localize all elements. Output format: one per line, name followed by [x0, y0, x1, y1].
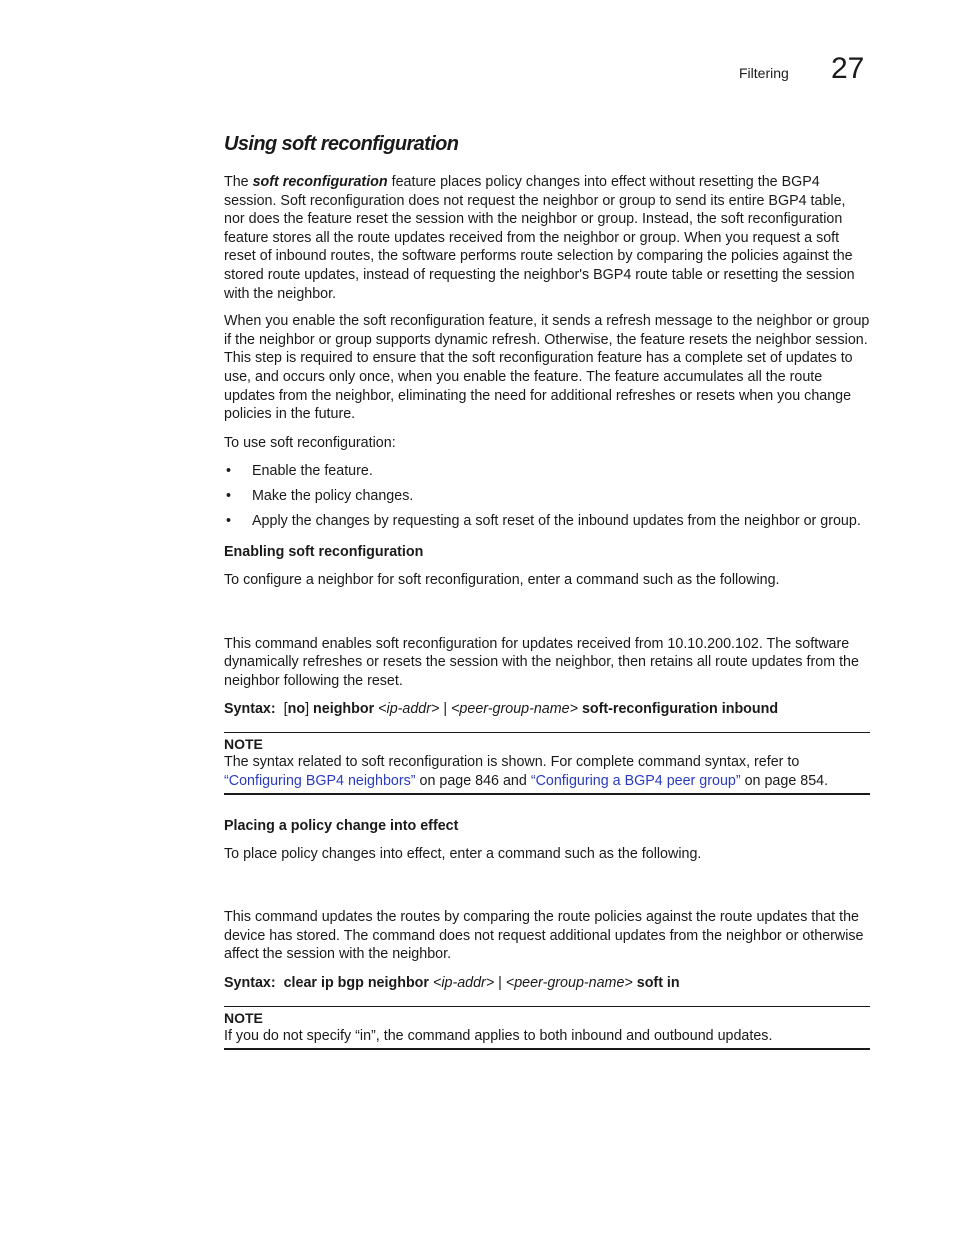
syntax-label: Syntax:	[224, 701, 276, 718]
intro-emphasis: soft reconfiguration	[252, 174, 388, 190]
steps-list	[224, 462, 870, 530]
link-configuring-bgp4-peer-group[interactable]: “Configuring a BGP4 peer group”	[530, 773, 741, 790]
note-text-post: on page 854.	[740, 773, 829, 790]
syntax-line-enable	[224, 700, 870, 718]
note-text-mid: on page 846 and	[415, 773, 531, 790]
syntax-label: Syntax:	[224, 975, 276, 992]
syntax-arg-group: <peer-group-name>	[505, 975, 633, 992]
note-text-pre: The syntax related to soft reconfiguration is shown. For complete command syntax, refer to	[224, 754, 800, 771]
note-box-clear	[224, 1006, 870, 1050]
paragraph-refresh: When you enable the soft reconfiguration feature, it sends a refresh message to the neighbor or group if the neighbor or group supports dynamic refresh. Otherwise, the feature resets the neighbor session. This step is required to ensure that the soft reconfiguration feature has a complete set of updates to use, and occurs only once, when you enable the feature. The feature accumulates all the route updates from the neighbor, eliminating the need for additional refreshes or resets when you change policies in the future.	[224, 313, 870, 423]
paragraph-steps-intro: To use soft reconfiguration:	[224, 434, 396, 451]
running-header-section: Filtering	[739, 65, 789, 81]
syntax-keyword-tail: soft-reconfiguration inbound	[581, 701, 779, 718]
list-item	[224, 462, 870, 481]
syntax-arg-ip: <ip-addr>	[432, 975, 495, 992]
bullet-icon: •	[226, 512, 232, 529]
syntax-separator: |	[498, 975, 502, 992]
link-configuring-bgp4-neighbors[interactable]: “Configuring BGP4 neighbors”	[224, 773, 416, 790]
paragraph-enable-desc: This command enables soft reconfiguration for updates received from 10.10.200.102. The software dynamically refreshes or resets the session with the neighbor, then retains all route updates from the neighbor following the reset.	[224, 635, 859, 689]
list-item-text: Enable the feature.	[252, 463, 373, 480]
subheading-placing: Placing a policy change into effect	[224, 817, 459, 834]
syntax-keyword-tail: soft in	[636, 975, 680, 992]
syntax-arg-ip: <ip-addr>	[378, 701, 440, 718]
note-label: NOTE	[224, 1010, 263, 1027]
note-text: If you do not specify “in”, the command applies to both inbound and outbound updates.	[224, 1028, 773, 1045]
intro-pre: The	[224, 174, 253, 190]
paragraph-enable-intro: To configure a neighbor for soft reconfiguration, enter a command such as the following.	[224, 572, 780, 589]
syntax-bracket-open: [	[283, 701, 288, 718]
note-box-enable	[224, 732, 870, 794]
syntax-bracket-close: ]	[305, 701, 310, 718]
syntax-arg-group: <peer-group-name>	[451, 701, 578, 718]
bullet-icon: •	[226, 463, 232, 480]
syntax-separator: |	[443, 701, 448, 718]
intro-paragraph	[224, 173, 870, 303]
list-item-text: Apply the changes by requesting a soft reset of the inbound updates from the neighbor or group.	[252, 512, 861, 529]
section-title: Using soft reconfiguration	[224, 133, 459, 155]
page-content	[224, 133, 870, 1072]
chapter-number: 27	[831, 52, 865, 85]
syntax-command: clear ip bgp neighbor	[283, 975, 429, 992]
note-label: NOTE	[224, 736, 263, 753]
list-item	[224, 487, 870, 506]
list-item	[224, 512, 870, 531]
intro-post: feature places policy changes into effect without resetting the BGP4 session. Soft reconfiguration does not request the neighbor or group to send its entire BGP4 table, nor does the feature reset the session with the neighbor or group. Instead, the soft reconfiguration feature stores all the route updates received from the neighbor or group. When you request a soft reset of inbound routes, the software performs route selection by comparing the policies against the stored route updates, instead of requesting the neighbor's BGP4 route table or resetting the session with the neighbor.	[224, 174, 855, 302]
paragraph-placing-intro: To place policy changes into effect, enter a command such as the following.	[224, 845, 702, 862]
syntax-command: neighbor	[313, 701, 375, 718]
syntax-keyword-no: no	[287, 701, 306, 718]
command-example-space	[224, 873, 870, 908]
paragraph-placing-desc: This command updates the routes by comparing the route policies against the route updates that the device has stored. The command does not request additional updates from the neighbor or otherwise affect the session with the neighbor.	[224, 909, 864, 963]
command-example-space	[224, 600, 870, 635]
note-text	[224, 753, 870, 790]
bullet-icon: •	[226, 487, 232, 504]
syntax-line-clear	[224, 974, 870, 992]
subheading-enabling: Enabling soft reconfiguration	[224, 544, 424, 561]
list-item-text: Make the policy changes.	[252, 487, 414, 504]
